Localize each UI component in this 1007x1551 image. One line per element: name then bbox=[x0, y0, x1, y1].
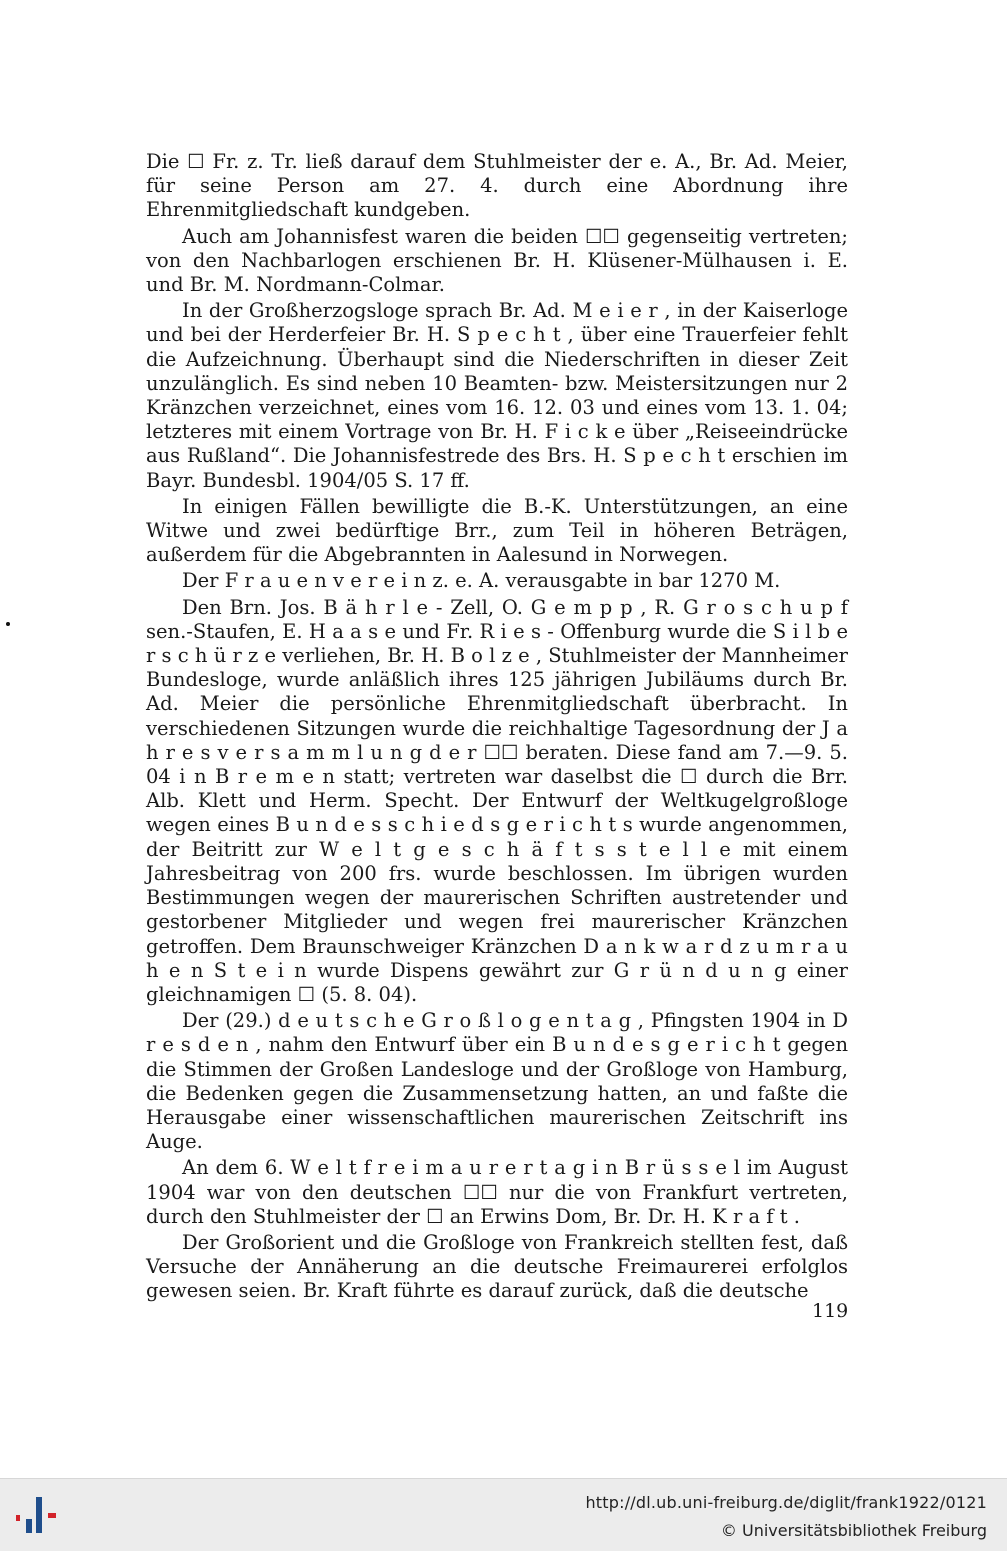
page-number: 119 bbox=[812, 1300, 849, 1322]
margin-mark bbox=[6, 622, 10, 626]
logo-bar-3 bbox=[36, 1497, 42, 1533]
paragraph-3: In der Großherzogsloge sprach Br. Ad. M e i e r , in der Kaiserloge und bei der Herderfeier Br. H. S p e c h t , über eine Trauerfeier fehlt die Aufzeichnung. Überhaupt sind die Niederschriften in dieser Zeit unzulänglich. Es sind neben 10 Beamten- bzw. Meistersitzungen nur 2 Kränzchen verzeichnet, eines vom 16. 12. 03 und eines vom 13. 1. 04; letzteres mit einem Vortrage von Br. H. F i c k e über „Reiseeindrücke aus Rußland“. Die Johannisfestrede des Brs. H. S p e c h t erschien im Bayr. Bundesbl. 1904/05 S. 17 ff. bbox=[146, 299, 848, 492]
paragraph-6: Den Brn. Jos. B ä h r l e - Zell, O. G e m p p , R. G r o s c h u p f sen.-Staufen, E. H a a s e und Fr. R i e s - Offenburg wurde die S i l b e r s c h ü r z e verliehen, Br. H. B o l z e , Stuhlmeister der Mannheimer Bundesloge, wurde anläßlich ihres 125 jährigen Jubiläums durch Br. Ad. Meier die persönliche Ehrenmitgliedschaft überbracht. In verschiedenen Sitzungen wurde die reichhaltige Tagesordnung der J a h r e s v e r s a m m l u n g d e r ☐☐ beraten. Diese fand am 7.—9. 5. 04 i n B r e m e n statt; vertreten war daselbst die ☐ durch die Brr. Alb. Klett und Herm. Specht. Der Entwurf der Weltkugelgroßloge wegen eines B u n d e s s c h i e d s g e r i c h t s wurde angenommen, der Beitritt zur W e l t g e s c h ä f t s s t e l l e mit einem Jahresbeitrag von 200 frs. wurde beschlossen. Im übrigen wurden Bestimmungen wegen der maurerischen Schriften austretender und gestorbener Mitglieder und wegen frei maurerischer Kränzchen getroffen. Dem Braunschweiger Kränzchen D a n k w a r d z u m r a u h e n S t e i n wurde Dispens gewährt zur G r ü n d u n g einer gleichnamigen ☐ (5. 8. 04). bbox=[146, 595, 848, 1006]
logo-bar-1 bbox=[16, 1515, 20, 1521]
body-text bbox=[146, 150, 848, 1304]
paragraph-8: An dem 6. W e l t f r e i m a u r e r t a g i n B r ü s s e l im August 1904 war von den deutschen ☐☐ nur die von Frankfurt vertreten, durch den Stuhlmeister der ☐ an Erwins Dom, Br. Dr. H. K r a f t . bbox=[146, 1156, 848, 1228]
paragraph-9: Der Großorient und die Großloge von Frankreich stellten fest, daß Versuche der Annäherung an die deutsche Freimaurerei erfolglos gewesen seien. Br. Kraft führte es darauf zurück, daß die deutsche bbox=[146, 1230, 848, 1303]
copyright-notice: © Universitätsbibliothek Freiburg bbox=[720, 1521, 987, 1540]
paragraph-7: Der (29.) d e u t s c h e G r o ß l o g e n t a g , Pfingsten 1904 in D r e s d e n , nahm den Entwurf über ein B u n d e s g e r i c h t gegen die Stimmen der Großen Landesloge und der Großloge von Hamburg, die Bedenken gegen die Zusammensetzung hatten, an und faßte die Herausgabe einer wissenschaftlichen maurerischen Zeitschrift ins Auge. bbox=[146, 1009, 848, 1154]
viewer-footer bbox=[0, 1478, 1007, 1551]
logo-bar-4 bbox=[48, 1513, 56, 1518]
paragraph-5: Der F r a u e n v e r e i n z. e. A. verausgabte in bar 1270 M. bbox=[182, 569, 781, 593]
paragraph-2: Auch am Johannisfest waren die beiden ☐☐ gegenseitig vertreten; von den Nachbarlogen erschienen Br. H. Klüsener-Mülhausen i. E. und Br. M. Nordmann-Colmar. bbox=[146, 224, 848, 297]
logo-bar-2 bbox=[26, 1519, 32, 1533]
permalink-url[interactable]: http://dl.ub.uni-freiburg.de/diglit/frank1922/0121 bbox=[585, 1493, 987, 1512]
paragraph-1: Die ☐ Fr. z. Tr. ließ darauf dem Stuhlmeister der e. A., Br. Ad. Meier, für seine Person am 27. 4. durch eine Abordnung ihre Ehrenmitgliedschaft kundgeben. bbox=[146, 150, 848, 222]
paragraph-4: In einigen Fällen bewilligte die B.-K. Unterstützungen, an eine Witwe und zwei bedürftige Brr., zum Teil in höheren Beträgen, außerdem für die Abgebrannten in Aalesund in Norwegen. bbox=[146, 494, 848, 567]
library-logo-icon bbox=[14, 1493, 66, 1537]
